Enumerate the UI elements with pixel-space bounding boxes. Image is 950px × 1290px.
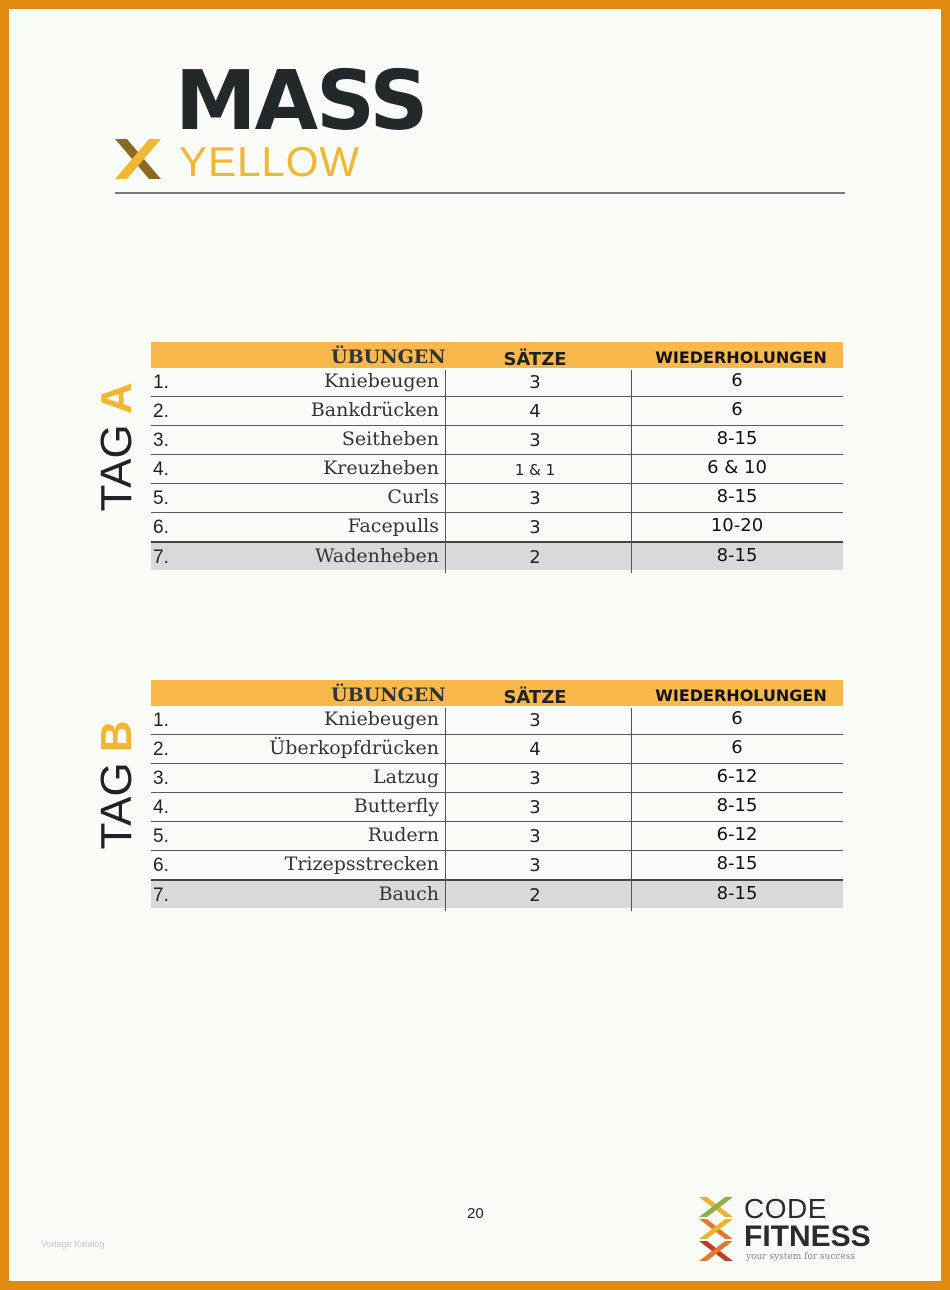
table-row: 6. Trizepsstrecken 3 8-15 (151, 851, 843, 880)
header-reps: WIEDERHOLUNGEN (655, 686, 827, 705)
tag-a-section (92, 342, 845, 574)
table-header (151, 680, 843, 706)
table-row: 7. Bauch 2 8-15 (151, 879, 843, 908)
logo-subtitle: YELLOW (179, 138, 361, 185)
helix-x-icon (699, 1197, 733, 1263)
column-divider (631, 370, 632, 573)
brand-code: CODE (744, 1193, 827, 1224)
watermark: Vorlage Katalog (41, 1239, 105, 1249)
brand-tagline: your system for success (746, 1252, 856, 1262)
header-exercises: ÜBUNGEN (331, 684, 446, 706)
table-row: 1. Kniebeugen 3 6 (151, 706, 843, 735)
header-sets: SÄTZE (503, 349, 567, 370)
tag-b-table (151, 680, 843, 908)
table-row: 7. Wadenheben 2 8-15 (151, 541, 843, 570)
table-row: 5. Rudern 3 6-12 (151, 822, 843, 851)
page (9, 9, 941, 1281)
table-row: 4. Butterfly 3 8-15 (151, 793, 843, 822)
tag-a-table (151, 342, 843, 570)
table-row: 3. Seitheben 3 8-15 (151, 426, 843, 455)
table-row: 4. Kreuzheben 1 & 1 6 & 10 (151, 455, 843, 484)
column-divider (445, 708, 446, 911)
page-number: 20 (467, 1205, 484, 1222)
column-divider (631, 708, 632, 911)
table-row: 2. Überkopfdrücken 4 6 (151, 735, 843, 764)
table-row: 2. Bankdrücken 4 6 (151, 397, 843, 426)
table-row: 5. Curls 3 8-15 (151, 484, 843, 513)
tag-b-label: TAGB (92, 720, 141, 850)
brand-fitness: FITNESS (744, 1220, 871, 1253)
header-divider (115, 192, 845, 194)
header-exercises: ÜBUNGEN (331, 346, 446, 368)
table-row: 3. Latzug 3 6-12 (151, 764, 843, 793)
x-mark-icon (115, 139, 161, 179)
table-header (151, 342, 843, 368)
header-sets: SÄTZE (503, 687, 567, 708)
table-row: 1. Kniebeugen 3 6 (151, 368, 843, 397)
tag-a-label: TAGA (92, 382, 141, 512)
logo-title: MASS (175, 54, 427, 149)
table-row: 6. Facepulls 3 10-20 (151, 513, 843, 542)
tag-b-section (92, 680, 845, 912)
header-reps: WIEDERHOLUNGEN (655, 348, 827, 367)
column-divider (445, 370, 446, 573)
